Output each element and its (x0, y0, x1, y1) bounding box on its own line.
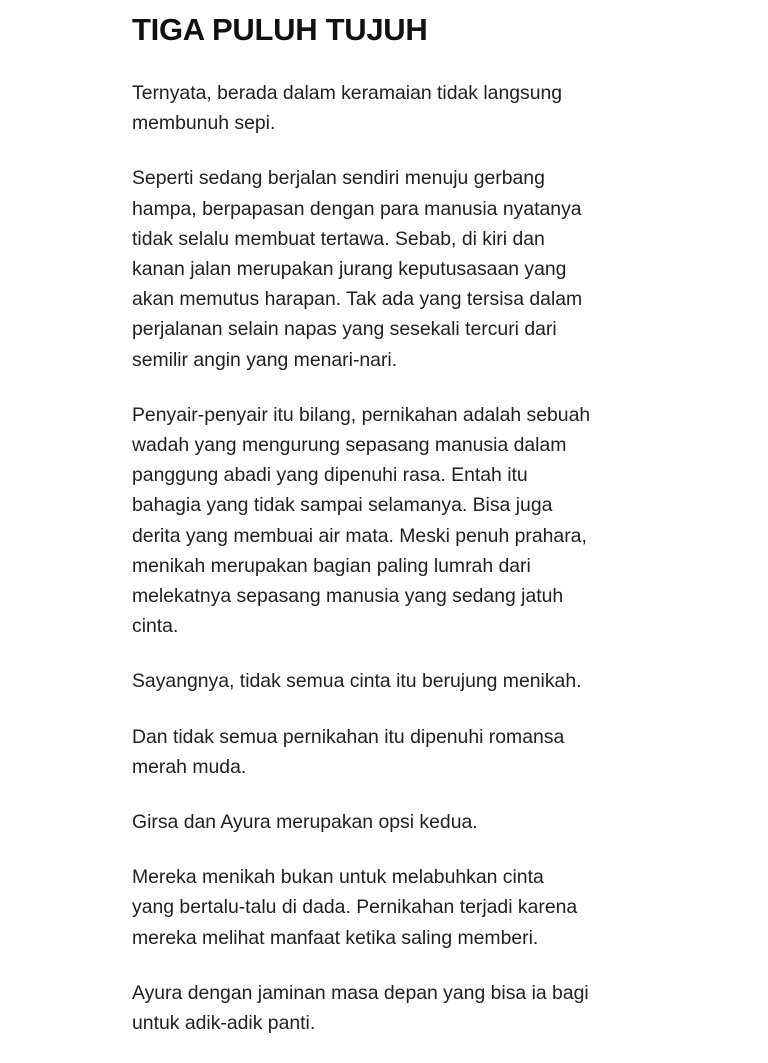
paragraph: Girsa dan Ayura merupakan opsi kedua. (132, 811, 478, 834)
paragraph: Mereka menikah bukan untuk melabuhkan cinta yang bertalu-talu di dada. Pernikahan terjadi karena mereka melihat manfaat ketika saling memberi. (132, 866, 578, 949)
paragraph: Ternyata, berada dalam keramaian tidak langsung membunuh sepi. (132, 82, 563, 135)
paragraph: Sayangnya, tidak semua cinta itu berujung menikah. (132, 670, 582, 693)
paragraph: Ayura dengan jaminan masa depan yang bisa ia bagi untuk adik-adik panti. (132, 981, 589, 1035)
paragraph: Seperti sedang berjalan sendiri menuju gerbang hampa, berpapasan dengan para manusia nyatanya tidak selalu membuat tertawa. Sebab, di kiri dan kanan jalan merupakan jurang keputusasaan yang akan memutus harapan. Tak ada yang tersisa dalam perjalanan selain napas yang sesekali tercuri dari semilir angin yang menari-nari. (132, 167, 583, 371)
chapter-title: TIGA PULUH TUJUH (132, 12, 428, 47)
paragraph: Penyair-penyair itu bilang, pernikahan adalah sebuah wadah yang mengurung sepasang manusia dalam panggung abadi yang dipenuhi rasa. Entah itu bahagia yang tidak sampai selamanya. Bisa juga derita yang membuai air mata. Meski penuh prahara, menikah merupakan bagian paling lumrah dari melekatnya sepasang manusia yang sedang jatuh cinta. (132, 403, 591, 638)
chapter-reader[interactable] (132, 10, 652, 1063)
paragraph: Dan tidak semua pernikahan itu dipenuhi romansa merah muda. (132, 725, 565, 778)
